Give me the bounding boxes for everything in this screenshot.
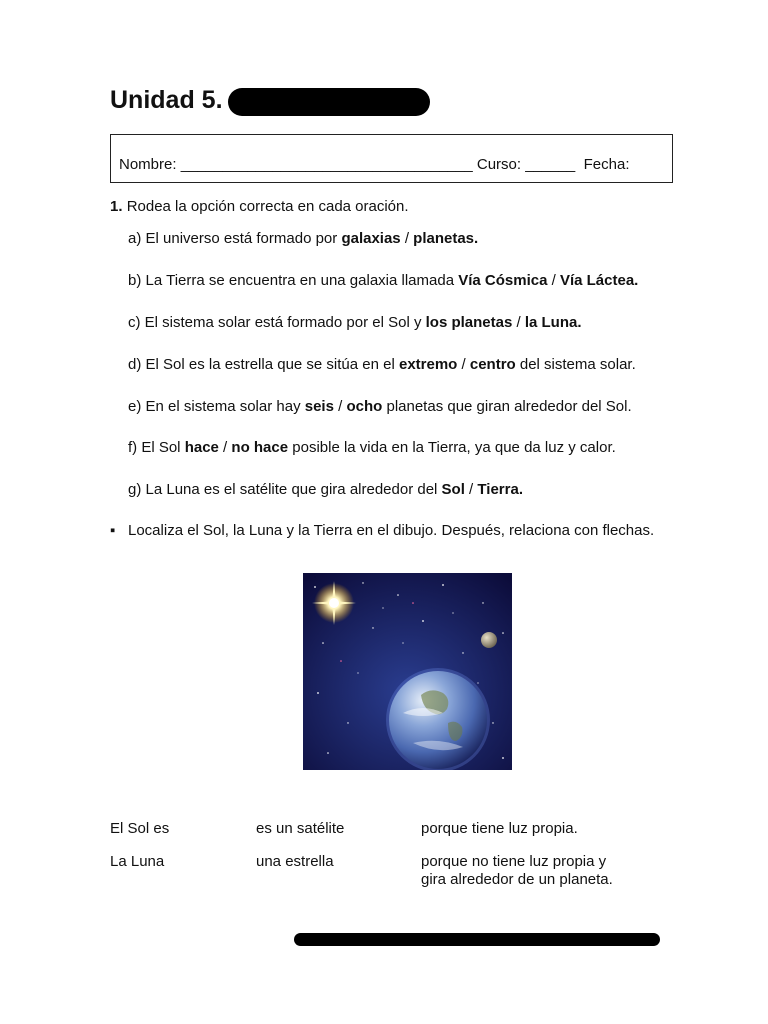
nombre-field[interactable]: ___________________________________ [180, 156, 473, 173]
question-d: d) El Sol es la estrella que se sitúa en el extremo / centro del sistema solar. [128, 356, 636, 373]
exercise-1-instruction [110, 198, 409, 215]
exercise-1-number: 1. [110, 198, 123, 215]
option-c-1[interactable]: los planetas [425, 314, 513, 331]
match-col1-item-2: La Luna [110, 853, 165, 870]
question-c: c) El sistema solar está formado por el Sol y los planetas / la Luna. [128, 314, 582, 331]
match-col3-item-2: porque no tiene luz propia y [421, 853, 607, 870]
option-c-2[interactable]: la Luna. [524, 314, 582, 331]
match-col3-item-1: porque tiene luz propia. [421, 820, 578, 837]
match-col2-item-2: una estrella [256, 853, 334, 870]
exercise-2-instruction [110, 522, 658, 540]
nombre-label: Nombre: [119, 156, 177, 173]
exercise-1-text: Rodea la opción correcta en cada oración. [126, 198, 409, 215]
option-b-2[interactable]: Vía Láctea. [559, 272, 639, 289]
option-e-1[interactable]: seis [304, 398, 334, 415]
space-illustration [303, 573, 512, 770]
question-b: b) La Tierra se encuentra en una galaxia llamada Vía Cósmica / Vía Láctea. [128, 272, 639, 289]
option-d-1[interactable]: extremo [398, 356, 458, 373]
moon-icon [481, 632, 497, 648]
match-col3-item-3: gira alrededor de un planeta. [421, 871, 613, 888]
option-g-2[interactable]: Tierra. [477, 481, 523, 498]
match-col1-item-1: El Sol es [110, 820, 170, 837]
option-a-2[interactable]: planetas. [413, 230, 479, 247]
option-f-2[interactable]: no hace [231, 439, 289, 456]
student-info-line [119, 156, 629, 173]
option-a-1[interactable]: galaxias [341, 230, 401, 247]
bullet-icon: ▪ [110, 522, 116, 539]
exercise-2-text: Localiza el Sol, la Luna y la Tierra en el dibujo. Después, relaciona con flechas. [128, 522, 655, 539]
option-b-1[interactable]: Vía Cósmica [458, 272, 548, 289]
question-f: f) El Sol hace / no hace posible la vida en la Tierra, ya que da luz y calor. [128, 439, 616, 456]
curso-label: Curso: [476, 156, 522, 173]
redacted-footer-mark [294, 933, 660, 946]
earth-icon [386, 668, 490, 770]
option-e-2[interactable]: ocho [346, 398, 383, 415]
question-e: e) En el sistema solar hay seis / ocho planetas que giran alrededor del Sol. [128, 398, 632, 415]
curso-field[interactable]: ______ [525, 156, 576, 173]
redacted-title-mark [228, 88, 430, 116]
question-a: a) El universo está formado por galaxias / planetas. [128, 230, 479, 247]
option-f-1[interactable]: hace [184, 439, 219, 456]
option-g-1[interactable]: Sol [441, 481, 465, 498]
option-d-2[interactable]: centro [469, 356, 516, 373]
question-g: g) La Luna es el satélite que gira alrededor del Sol / Tierra. [128, 481, 523, 498]
fecha-label: Fecha: [583, 156, 630, 173]
page-title: Unidad 5. [110, 86, 223, 114]
match-col2-item-1: es un satélite [256, 820, 345, 837]
